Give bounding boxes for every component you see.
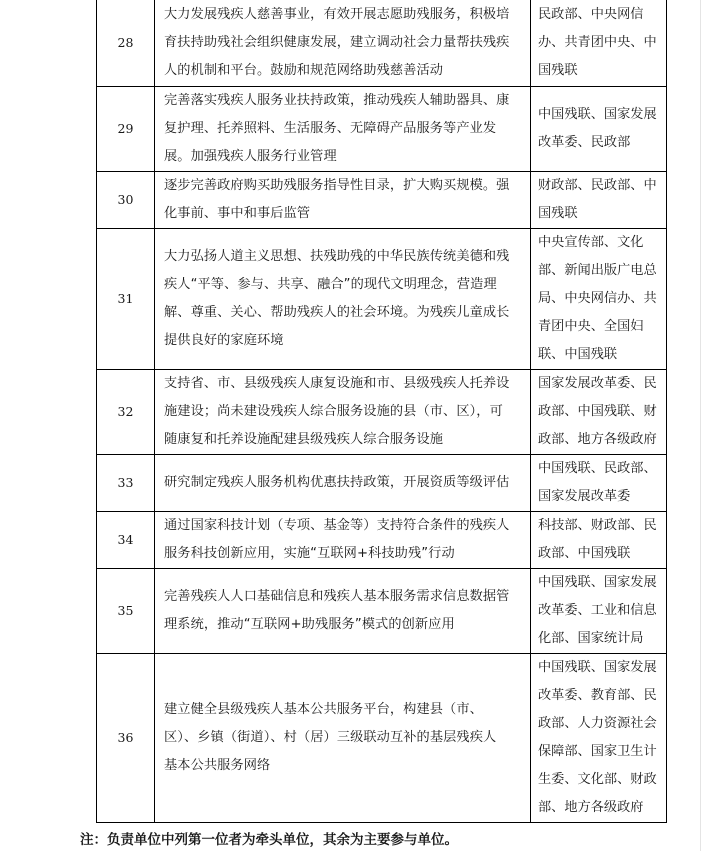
- unit-line: 国家发展改革委: [538, 489, 631, 504]
- responsible-units-cell: [531, 229, 667, 370]
- row-number: 34: [97, 512, 155, 569]
- task-line: 大力弘扬人道主义思想、扶残助残的中华民族传统美德和残: [164, 249, 510, 264]
- unit-line: 政部、中国残联、财: [538, 404, 657, 419]
- task-cell: [155, 172, 531, 229]
- unit-line: 生委、文化部、财政: [538, 772, 657, 787]
- responsible-units-cell: [531, 370, 667, 455]
- row-number: 32: [97, 370, 155, 455]
- task-cell: [155, 229, 531, 370]
- task-line: 通过国家科技计划（专项、基金等）支持符合条件的残疾人: [164, 518, 510, 533]
- task-line: 研究制定残疾人服务机构优惠扶持政策，开展资质等级评估: [164, 475, 510, 490]
- table-row: [97, 229, 667, 370]
- unit-line: 国家发展改革委、民: [538, 376, 657, 391]
- responsible-units-cell: [531, 654, 667, 823]
- unit-line: 中央宣传部、文化: [538, 235, 644, 250]
- task-line: 展。加强残疾人服务行业管理: [164, 149, 337, 164]
- task-cell: [155, 0, 531, 87]
- unit-line: 青团中央、全国妇: [538, 319, 644, 334]
- table-row: [97, 569, 667, 654]
- task-line: 化事前、事中和事后监管: [164, 206, 311, 221]
- unit-line: 科技部、财政部、民: [538, 518, 657, 533]
- table-row: [97, 455, 667, 512]
- task-line: 逐步完善政府购买助残服务指导性目录，扩大购买规模。强: [164, 178, 510, 193]
- row-number: 33: [97, 455, 155, 512]
- task-line: 疾人“平等、参与、共享、融合”的现代文明理念，营造理: [164, 277, 497, 292]
- task-line: 育扶持助残社会组织健康发展，建立调动社会力量帮扶残疾: [164, 34, 510, 50]
- task-line: 服务科技创新应用，实施“互联网+科技助残”行动: [164, 546, 455, 561]
- page-right-rule: [700, 0, 701, 851]
- unit-line: 中国残联、民政部、: [538, 461, 657, 476]
- task-cell: [155, 569, 531, 654]
- row-number: 29: [97, 87, 155, 172]
- task-line: 理系统，推动“互联网+助残服务”模式的创新应用: [164, 617, 455, 632]
- unit-line: 保障部、国家卫生计: [538, 744, 657, 759]
- unit-line: 局、中央网信办、共: [538, 291, 657, 306]
- table-row: [97, 512, 667, 569]
- unit-line: 联、中国残联: [538, 347, 618, 362]
- unit-line: 化部、国家统计局: [538, 631, 644, 646]
- task-line: 基本公共服务网络: [164, 758, 271, 773]
- unit-line: 改革委、教育部、民: [538, 688, 657, 703]
- row-number: 30: [97, 172, 155, 229]
- unit-line: 中国残联、国家发展: [538, 575, 657, 590]
- unit-line: 政部、中国残联: [538, 546, 631, 561]
- task-cell: [155, 654, 531, 823]
- task-cell: [155, 370, 531, 455]
- task-line: 完善残疾人人口基础信息和残疾人基本服务需求信息数据管: [164, 589, 510, 604]
- task-line: 支持省、市、县级残疾人康复设施和市、县级残疾人托养设: [164, 376, 510, 391]
- task-line: 复护理、托养照料、生活服务、无障碍产品服务等产业发: [164, 121, 497, 136]
- task-cell: [155, 455, 531, 512]
- unit-line: 改革委、工业和信息: [538, 603, 657, 618]
- table-row: [97, 370, 667, 455]
- unit-line: 中国残联、国家发展: [538, 107, 657, 122]
- task-table: [96, 0, 667, 823]
- unit-line: 改革委、民政部: [538, 135, 631, 150]
- responsible-units-cell: [531, 569, 667, 654]
- task-table-body: [97, 0, 667, 823]
- responsible-units-cell: [531, 455, 667, 512]
- unit-line: 国残联: [538, 206, 578, 221]
- table-row: [97, 87, 667, 172]
- responsible-units-cell: [531, 87, 667, 172]
- table-footnote: 注：负责单位中列第一位者为牵头单位，其余为主要参与单位。: [80, 832, 458, 848]
- table-row: [97, 654, 667, 823]
- task-line: 施建设；尚未建设残疾人综合服务设施的县（市、区），可: [164, 404, 503, 419]
- row-number: 36: [97, 654, 155, 823]
- responsible-units-cell: [531, 172, 667, 229]
- row-number: 28: [97, 0, 155, 87]
- unit-line: 办、共青团中央、中: [538, 34, 657, 50]
- unit-line: 中国残联、国家发展: [538, 660, 657, 675]
- task-cell: [155, 512, 531, 569]
- table-row: [97, 172, 667, 229]
- task-line: 提供良好的家庭环境: [164, 333, 284, 348]
- task-line: 建立健全县级残疾人基本公共服务平台，构建县（市、: [164, 702, 483, 717]
- responsible-units-cell: [531, 512, 667, 569]
- unit-line: 政部、地方各级政府: [538, 432, 657, 447]
- task-line: 解、尊重、关心、帮助残疾人的社会环境。为残疾儿童成长: [164, 305, 510, 320]
- unit-line: 政部、人力资源社会: [538, 716, 657, 731]
- unit-line: 财政部、民政部、中: [538, 178, 657, 193]
- table-row: [97, 0, 667, 87]
- task-line: 区）、乡镇（街道）、村（居）三级联动互补的基层残疾人: [164, 730, 497, 745]
- task-line: 大力发展残疾人慈善事业，有效开展志愿助残服务，积极培: [164, 6, 510, 22]
- task-cell: [155, 87, 531, 172]
- unit-line: 国残联: [538, 62, 578, 78]
- task-line: 人的机制和平台。鼓励和规范网络助残慈善活动: [164, 62, 444, 78]
- task-line: 随康复和托养设施配建县级残疾人综合服务设施: [164, 432, 444, 447]
- task-line: 完善落实残疾人服务业扶持政策，推动残疾人辅助器具、康: [164, 93, 510, 108]
- row-number: 31: [97, 229, 155, 370]
- unit-line: 部、地方各级政府: [538, 800, 644, 815]
- row-number: 35: [97, 569, 155, 654]
- unit-line: 部、新闻出版广电总: [538, 263, 657, 278]
- responsible-units-cell: [531, 0, 667, 87]
- unit-line: 民政部、中央网信: [538, 6, 644, 22]
